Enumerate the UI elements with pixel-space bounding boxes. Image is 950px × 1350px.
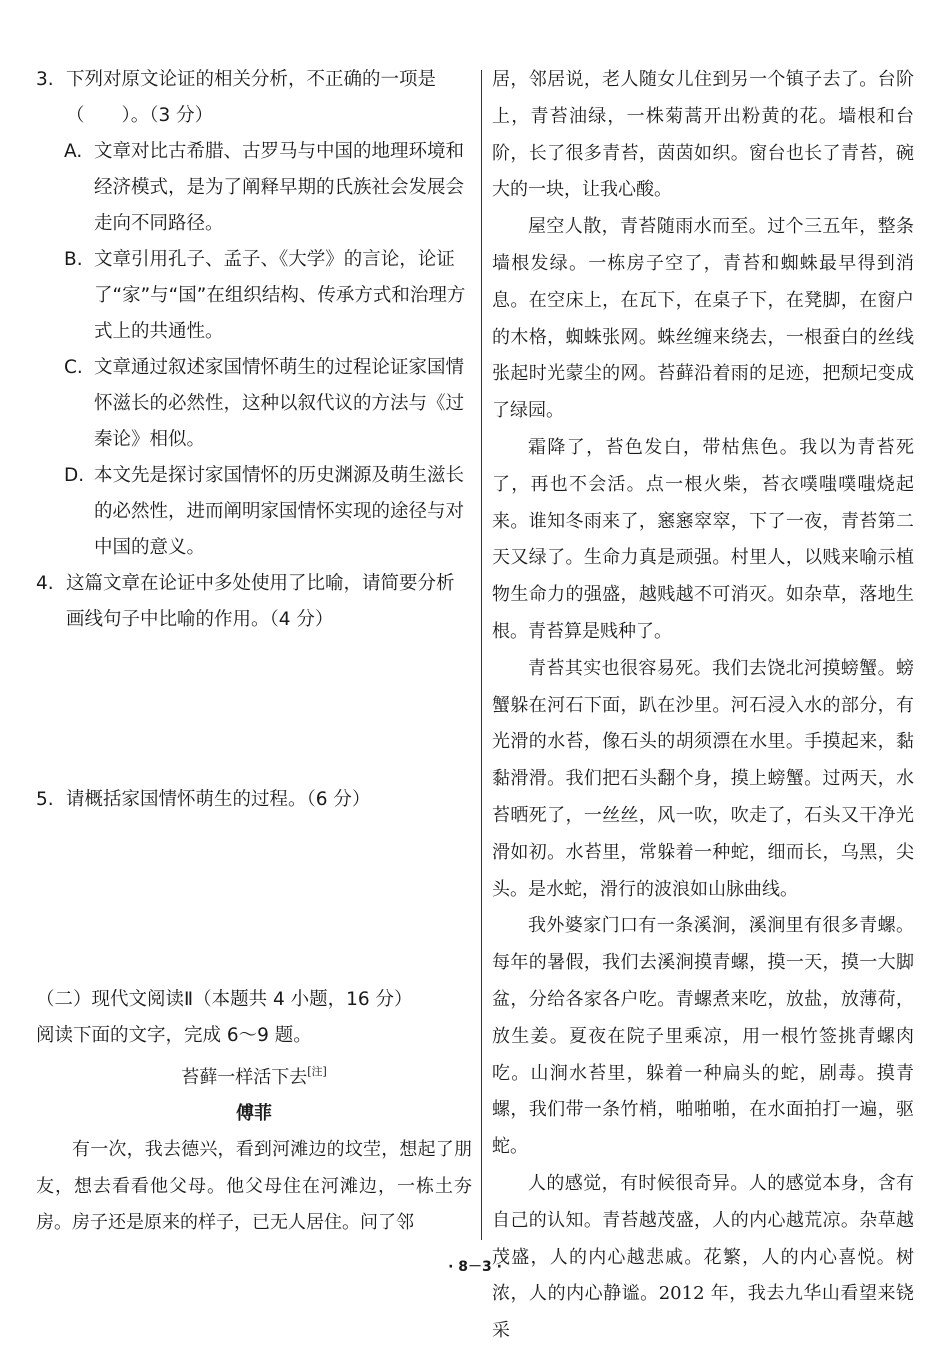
question-4-stem: 这篇文章在论证中多处使用了比喻，请简要分析画线句子中比喻的作用。（4 分）	[66, 573, 455, 630]
question-4-number: 4.	[36, 573, 54, 594]
question-3-option-a	[36, 134, 472, 242]
question-3-option-b	[36, 242, 472, 350]
passage-paragraph-6: 人的感觉，有时候很奇异。人的感觉本身，含有自己的认知。青苔越茂盛，人的内心越荒凉。杂草越茂盛，人的内心越悲戚。花繁，人的内心喜悦。树浓，人的内心静谧。2012 年，我去九华山看望来铙采	[492, 1172, 914, 1342]
section-heading: （二）现代文阅读Ⅱ（本题共 4 小题，16 分）	[36, 989, 413, 1010]
passage-title-text: 苔藓一样活下去	[181, 1067, 308, 1088]
question-5-answer-space	[36, 818, 472, 982]
question-3-number: 3.	[36, 69, 54, 90]
option-d-text: 本文先是探讨家国情怀的历史渊源及萌生滋长的必然性，进而阐明家国情怀实现的途径与对中国的意义。	[94, 465, 465, 558]
question-4	[36, 566, 472, 638]
passage-paragraph-4: 青苔其实也很容易死。我们去饶北河摸螃蟹。螃蟹躲在河石下面，趴在沙里。河石浸入水的部分，有光滑的水苔，像石头的胡须漂在水里。手摸起来，黏黏滑滑。我们把石头翻个身，摸上螃蟹。过两天，水苔晒死了，一丝丝，风一吹，吹走了，石头又干净光滑如初。水苔里，常躲着一种蛇，细而长，乌黑，尖头。是水蛇，滑行的波浪如山脉曲线。	[492, 657, 914, 900]
passage-paragraph-2: 屋空人散，青苔随雨水而至。过个三五年，整条墙根发绿。一栋房子空了，青苔和蜘蛛最早得到消息。在空床上，在瓦下，在桌子下，在凳脚，在窗户的木格，蜘蛛张网。蛛丝缠来绕去，一根蚕白的丝线张起时光蒙尘的网。苔藓沿着雨的足迹，把颓圮变成了绿园。	[492, 216, 914, 422]
option-b-letter: B.	[64, 249, 83, 270]
question-5	[36, 782, 472, 818]
option-a-text: 文章对比古希腊、古罗马与中国的地理环境和经济模式，是为了阐释早期的氏族社会发展会走向不同路径。	[94, 141, 465, 234]
option-a-letter: A.	[64, 141, 83, 162]
right-column	[492, 62, 914, 1350]
option-d-letter: D.	[64, 465, 85, 486]
passage-paragraph-1-continued: 居，邻居说，老人随女儿住到另一个镇子去了。台阶上，青苔油绿，一株菊蒿开出粉黄的花。墙根和台阶，长了很多青苔，茵茵如织。窗台也长了青苔，碗大的一块，让我心酸。	[492, 69, 914, 201]
title-note-marker: [注]	[307, 1065, 327, 1078]
section-instruction: 阅读下面的文字，完成 6～9 题。	[36, 1025, 312, 1046]
question-3-option-d	[36, 458, 472, 566]
passage-title	[36, 1054, 472, 1096]
passage-paragraph-1: 有一次，我去德兴，看到河滩边的坟茔，想起了朋友，想去看看他父母。他父母住在河滩边，一栋土夯房。房子还是原来的样子，已无人居住。问了邻	[36, 1139, 472, 1233]
passage-paragraph-5: 我外婆家门口有一条溪涧，溪涧里有很多青螺。每年的暑假，我们去溪涧摸青螺，摸一天，摸一大脚盆，分给各家各户吃。青螺煮来吃，放盐，放薄荷，放生姜。夏夜在院子里乘凉，用一根竹签挑青螺肉吃。山涧水苔里，躲着一种扁头的蛇，剧毒。摸青螺，我们带一条竹梢，啪啪啪，在水面拍打一遍，驱蛇。	[492, 915, 914, 1158]
passage-paragraph-3: 霜降了，苔色发白，带枯焦色。我以为青苔死了，再也不会活。点一根火柴，苔衣噗嗤噗嗤烧起来。谁知冬雨来了，窸窸窣窣，下了一夜，青苔第二天又绿了。生命力真是顽强。村里人，以贱来喻示植物生命力的强盛，越贱越不可消灭。如杂草，落地生根。青苔算是贱种了。	[492, 436, 914, 642]
column-divider	[481, 70, 482, 1240]
question-3-option-c	[36, 350, 472, 458]
passage-author: 傅菲	[236, 1103, 272, 1124]
left-column	[36, 62, 472, 1242]
question-5-number: 5.	[36, 789, 54, 810]
page-number: · 8－3 ·	[448, 1259, 502, 1275]
question-5-stem: 请概括家国情怀萌生的过程。（6 分）	[66, 789, 371, 810]
option-b-text: 文章引用孔子、孟子、《大学》的言论，论证了“家”与“国”在组织结构、传承方式和治理方式上的共通性。	[94, 249, 466, 342]
option-c-text: 文章通过叙述家国情怀萌生的过程论证家国情怀滋长的必然性，这种以叙代议的方法与《过秦论》相似。	[94, 357, 465, 450]
question-3	[36, 62, 472, 134]
question-3-stem: 下列对原文论证的相关分析，不正确的一项是（ ）。（3 分）	[66, 69, 437, 126]
question-4-answer-space	[36, 638, 472, 782]
option-c-letter: C.	[64, 357, 83, 378]
